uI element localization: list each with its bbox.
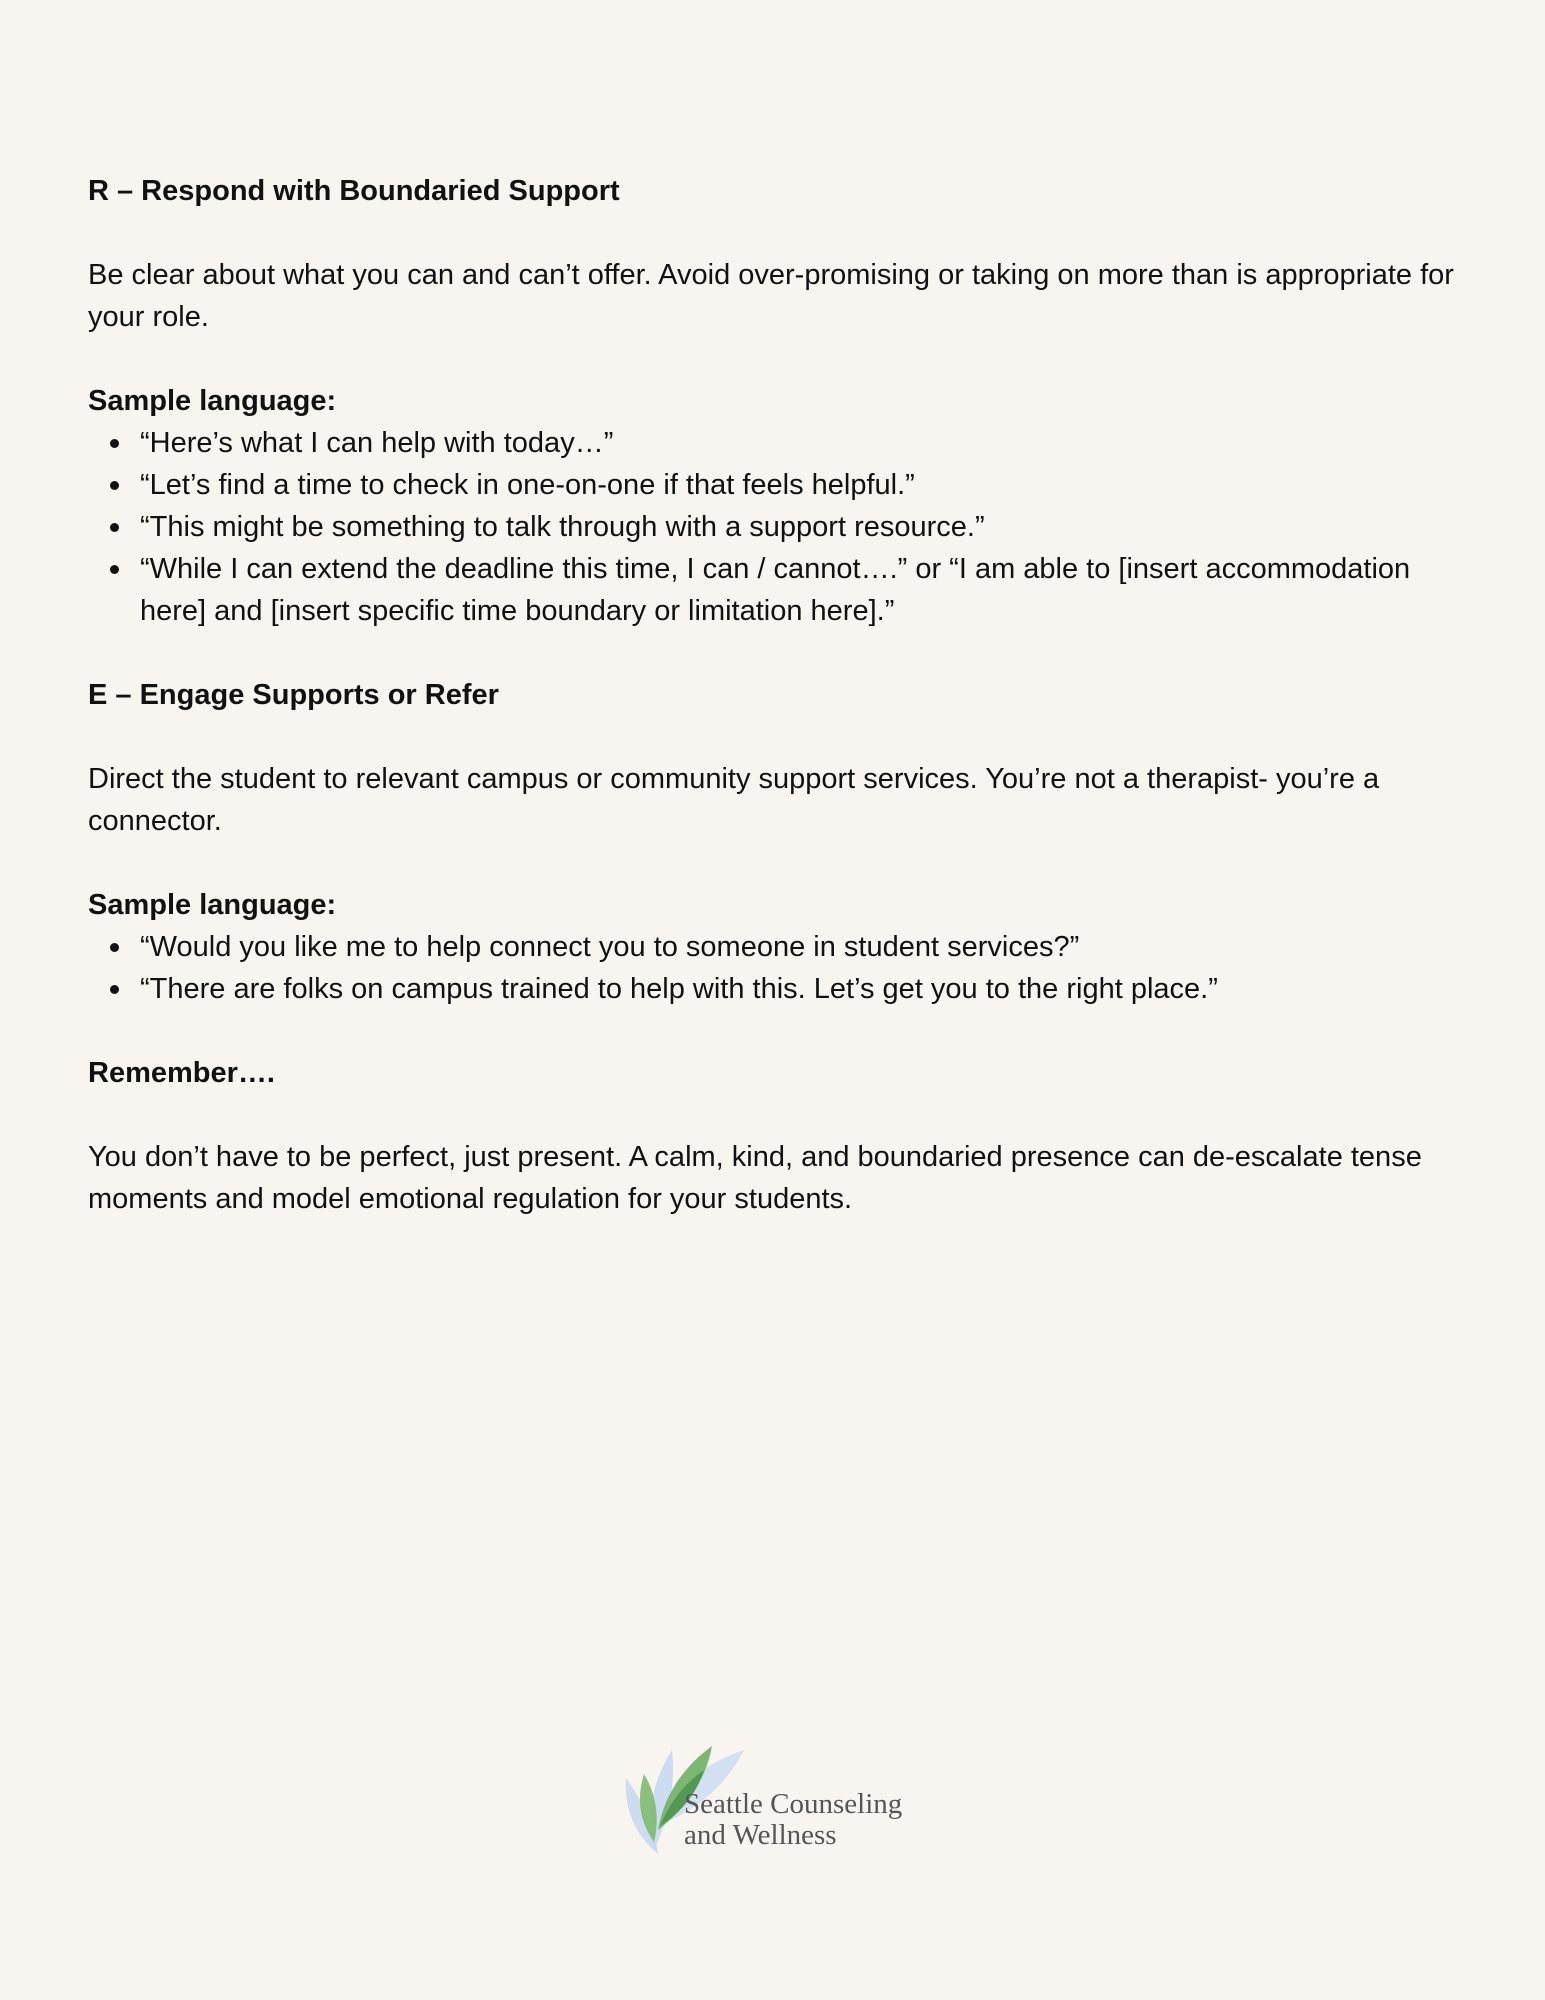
remember-body: You don’t have to be perfect, just present. A calm, kind, and boundaried presence can de-escalate tense moments and model emotional regulation for your students. — [88, 1141, 1422, 1215]
sample-language-list — [88, 926, 1468, 1010]
list-item: “While I can extend the deadline this time, I can / cannot….” or “I am able to [insert accommodation here] and [insert specific time boundary or limitation here].” — [140, 548, 1468, 632]
logo-line-1: Seattle Counseling — [684, 1788, 903, 1820]
remember-heading: Remember…. — [88, 1057, 275, 1089]
list-item: “There are folks on campus trained to help with this. Let’s get you to the right place.” — [140, 968, 1468, 1010]
logo-wordmark — [684, 1789, 902, 1851]
organization-logo — [624, 1738, 954, 1858]
list-item: “Would you like me to help connect you to someone in student services?” — [140, 926, 1468, 968]
list-item: “This might be something to talk through with a support resource.” — [140, 506, 1468, 548]
document-body — [88, 170, 1468, 1220]
section-heading-engage: E – Engage Supports or Refer — [88, 679, 499, 711]
logo-line-2: and Wellness — [684, 1819, 837, 1851]
section-body-respond: Be clear about what you can and can’t offer. Avoid over-promising or taking on more than is appropriate for your role. — [88, 259, 1454, 333]
list-item: “Here’s what I can help with today…” — [140, 422, 1468, 464]
sample-language-list — [88, 422, 1468, 632]
section-body-engage: Direct the student to relevant campus or community support services. You’re not a therapist- you’re a connector. — [88, 763, 1380, 837]
section-heading-respond: R – Respond with Boundaried Support — [88, 175, 620, 207]
list-item: “Let’s find a time to check in one-on-one if that feels helpful.” — [140, 464, 1468, 506]
sample-language-label: Sample language: — [88, 385, 337, 417]
sample-language-label: Sample language: — [88, 889, 337, 921]
